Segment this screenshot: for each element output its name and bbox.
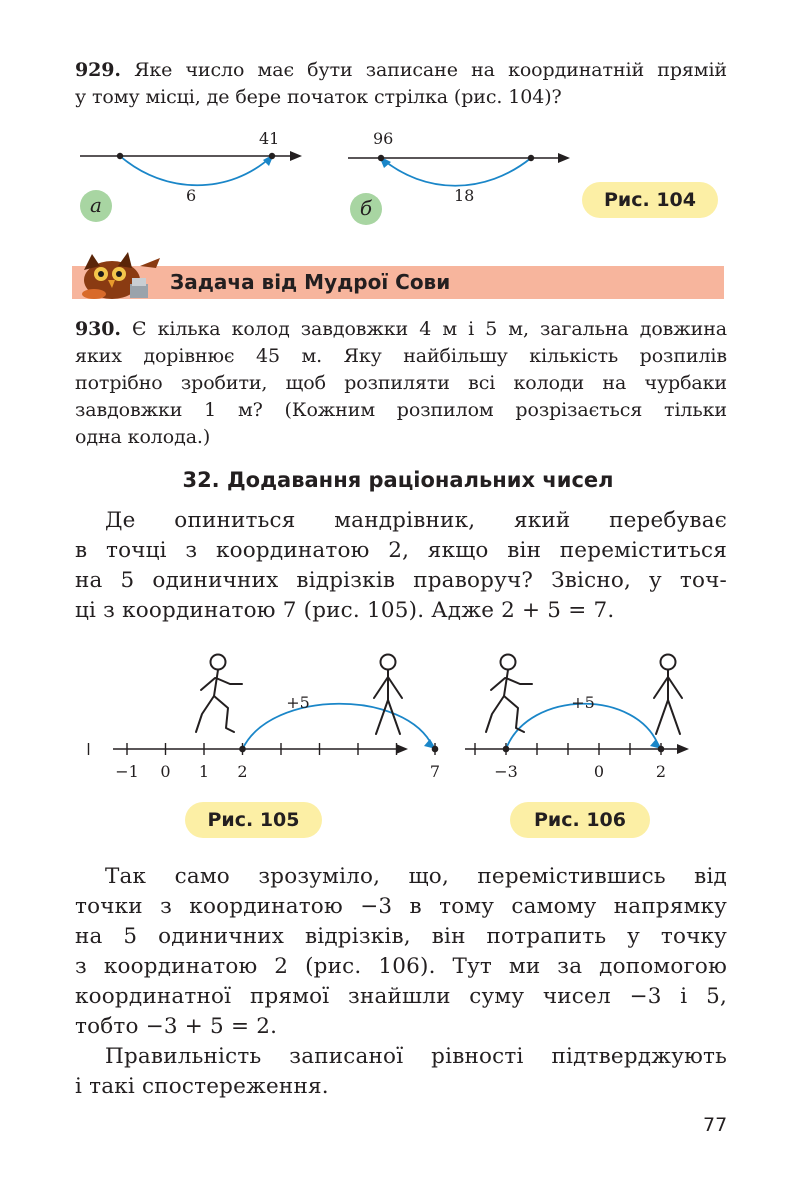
end-point	[658, 746, 665, 753]
owl-banner-title: Задача від Мудрої Сови	[170, 270, 451, 294]
section-title: 32. Додавання раціональних чисел	[182, 468, 614, 492]
problem-929-number: 929.	[75, 59, 121, 81]
standing-figure	[654, 655, 682, 735]
axis-arrowhead	[396, 744, 408, 754]
tick-label: 2	[237, 762, 248, 781]
walker-figure	[196, 655, 242, 733]
standing-figure	[374, 655, 402, 735]
paragraph-2-line-2: точки з координатою −3 в тому самому напрямку	[75, 894, 727, 919]
paragraph-1-line-4: ці з координатою 7 (рис. 105). Адже 2 + 5 = 7.	[75, 598, 615, 623]
fig-104a-jump-label: 6	[186, 186, 197, 205]
problem-930-line-5: одна колода.)	[75, 426, 211, 448]
paragraph-1-line-1: Де опиниться мандрівник, який перебуває	[105, 508, 727, 533]
paragraph-2-line-4: з координатою 2 (рис. 106). Тут ми за допомогою	[75, 954, 727, 979]
fig-104b-end-label: 96	[373, 129, 394, 148]
paragraph-1-line-2: в точці з координатою 2, якщо він переміститься	[75, 538, 727, 563]
paragraph-2-line-6: тобто −3 + 5 = 2.	[75, 1014, 278, 1039]
fig-106-number-line	[460, 650, 700, 795]
problem-930	[75, 316, 727, 451]
tick-label: 0	[160, 762, 171, 781]
marker-a: а	[80, 190, 112, 222]
paragraph-2	[75, 862, 727, 1042]
fig-105-caption: Рис. 105	[185, 802, 322, 838]
end-point	[269, 153, 275, 159]
problem-930-line-3: потрібно зробити, щоб розпиляти всі колоди на чурбаки	[75, 372, 727, 394]
jump-arc	[381, 158, 531, 186]
tick-label: 0	[593, 762, 605, 781]
tick-label: −1	[115, 762, 139, 781]
paragraph-3-line-2: і такі спостереження.	[75, 1074, 329, 1099]
axis-arrowhead	[558, 153, 570, 163]
paragraph-1-line-3: на 5 одиничних відрізків праворуч? Звісно, у точ-	[75, 568, 727, 593]
fig-104-caption: Рис. 104	[582, 182, 718, 218]
problem-930-line-2: яких дорівнює 45 м. Яку найбільшу кількість розпилів	[75, 345, 727, 367]
jump-arc	[120, 156, 272, 185]
problem-930-line-1: 930. Є кілька колод завдовжки 4 м і 5 м, загальна довжина	[75, 318, 727, 340]
jump-arc	[243, 704, 434, 749]
problem-930-number: 930.	[75, 318, 121, 340]
paragraph-1	[75, 506, 727, 626]
owl-icon	[74, 246, 164, 304]
end-point	[432, 746, 439, 753]
problem-929-line-1: 929. Яке число має бути записане на координатній прямій	[75, 59, 727, 81]
paragraph-2-line-5: координатної прямої знайшли суму чисел −3 і 5,	[75, 984, 727, 1009]
start-point	[528, 155, 534, 161]
tick-label: 2	[655, 762, 667, 781]
paragraph-3	[75, 1042, 727, 1102]
tick-label: −3	[494, 762, 518, 781]
fig-105-number-line	[108, 650, 441, 795]
start-point	[117, 153, 123, 159]
fig-104a-end-label: 41	[259, 129, 280, 148]
fig-104b-jump-label: 18	[454, 186, 475, 205]
marker-b: б	[350, 193, 382, 225]
paragraph-2-line-1: Так само зрозуміло, що, перемістившись від	[105, 864, 727, 889]
start-point	[239, 746, 246, 753]
paragraph-3-line-1: Правильність записаної рівності підтверджують	[105, 1044, 727, 1069]
paragraph-2-line-3: на 5 одиничних відрізків, він потрапить у точку	[75, 924, 727, 949]
walker-figure	[486, 655, 532, 733]
page-number: 77	[703, 1114, 728, 1136]
tick-label: 7	[429, 762, 441, 781]
jump-label: +5	[286, 693, 310, 712]
axis-arrowhead	[290, 151, 302, 161]
tick-label: 1	[198, 762, 210, 781]
start-point	[503, 746, 510, 753]
problem-929-line-2: у тому місці, де бере початок стрілка (рис. 104)?	[75, 86, 562, 108]
problem-929	[75, 57, 727, 111]
fig-106-caption: Рис. 106	[510, 802, 650, 838]
axis-arrowhead	[677, 744, 689, 754]
end-point	[378, 155, 384, 161]
problem-930-line-4: завдовжки 1 м? (Кожним розпилом розрізається тільки	[75, 399, 727, 421]
jump-label: +5	[571, 693, 595, 712]
owl-banner	[72, 266, 724, 299]
